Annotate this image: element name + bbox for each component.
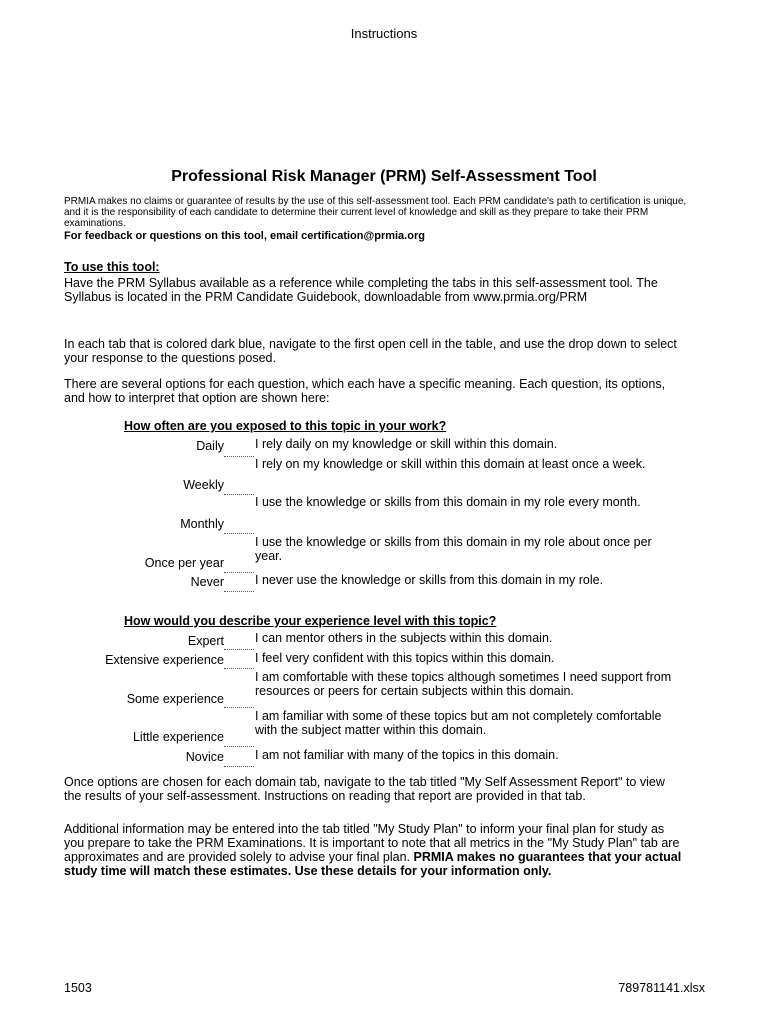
- exposure-cell-once-per-year[interactable]: [224, 572, 254, 573]
- navigation-paragraph: In each tab that is colored dark blue, navigate to the first open cell in the table, and use the drop down to select your response to the questions posed.: [64, 337, 677, 365]
- exposure-cell-monthly[interactable]: [224, 533, 254, 534]
- exposure-cell-weekly[interactable]: [224, 494, 254, 495]
- exposure-question-heading: How often are you exposed to this topic in your work?: [124, 419, 447, 433]
- exposure-desc-once-per-year: I use the knowledge or skills from this domain in my role about once per year.: [255, 535, 652, 563]
- footer-page-code: 1503: [64, 981, 92, 995]
- study-plan-paragraph: [64, 822, 684, 878]
- experience-label-expert: Expert: [187, 634, 224, 648]
- exposure-label-once-per-year: Once per year: [144, 556, 224, 570]
- exposure-label-daily: Daily: [196, 439, 224, 453]
- experience-cell-extensive[interactable]: [224, 668, 254, 669]
- page-title: Professional Risk Manager (PRM) Self-Assessment Tool: [171, 168, 597, 185]
- experience-label-extensive: Extensive experience: [105, 653, 224, 667]
- experience-cell-little[interactable]: [224, 746, 254, 747]
- footer-filename: 789781141.xlsx: [618, 981, 705, 995]
- study-plan-warning: PRMIA makes no guarantees that your actual study time will match these estimates. Use these details for your information only.: [64, 850, 682, 878]
- experience-desc-novice: I am not familiar with many of the topics in this domain.: [255, 748, 559, 762]
- exposure-label-monthly: Monthly: [180, 517, 224, 531]
- exposure-desc-weekly: I rely on my knowledge or skill within this domain at least once a week.: [255, 457, 646, 471]
- report-paragraph: Once options are chosen for each domain tab, navigate to the tab titled "My Self Assessment Report" to view the results of your self-assessment. Instructions on reading that report are provided in that tab.: [64, 775, 665, 803]
- exposure-desc-daily: I rely daily on my knowledge or skill within this domain.: [255, 437, 558, 451]
- experience-label-little: Little experience: [132, 730, 224, 744]
- exposure-cell-never[interactable]: [224, 591, 254, 592]
- experience-question-heading: How would you describe your experience level with this topic?: [124, 614, 497, 628]
- exposure-cell-daily[interactable]: [224, 456, 254, 457]
- exposure-label-never: Never: [190, 575, 224, 589]
- experience-cell-expert[interactable]: [224, 649, 254, 650]
- options-paragraph: There are several options for each question, which each have a specific meaning. Each question, its options, and how to interpret that option are shown here:: [64, 377, 666, 405]
- sheet-header-title: Instructions: [350, 26, 418, 41]
- study-plan-text: Additional information may be entered into the tab titled "My Study Plan" to inform your final plan for study as you prepare to take the PRM Examinations. It is important to note that all metrics in the "My Study Plan" tab are approximates and are provided solely to advise your final plan.: [64, 822, 680, 864]
- experience-desc-extensive: I feel very confident with this topics within this domain.: [255, 651, 555, 665]
- experience-desc-expert: I can mentor others in the subjects within this domain.: [255, 631, 553, 645]
- experience-cell-some[interactable]: [224, 707, 254, 708]
- disclaimer-text: PRMIA makes no claims or guarantee of results by the use of this self-assessment tool. Each PRM candidate's path to certification is unique, and it is the responsibility of each candidate to determine their current level of knowledge and skill as they prepare to take their PRM examinations.: [64, 196, 687, 229]
- syllabus-paragraph: Have the PRM Syllabus available as a reference while completing the tabs in this self-assessment tool. The Syllabus is located in the PRM Candidate Guidebook, downloadable from www.prmia.org/PRM: [64, 276, 658, 304]
- experience-desc-some: I am comfortable with these topics although sometimes I need support from resources or peers for certain subjects within this domain.: [255, 670, 672, 698]
- to-use-heading: To use this tool:: [64, 260, 160, 274]
- experience-label-some: Some experience: [126, 692, 224, 706]
- experience-label-novice: Novice: [185, 750, 224, 764]
- experience-desc-little: I am familiar with some of these topics but am not completely comfortable with the subject matter within this domain.: [255, 709, 662, 737]
- feedback-note: For feedback or questions on this tool, email certification@prmia.org: [64, 230, 425, 242]
- exposure-desc-never: I never use the knowledge or skills from this domain in my role.: [255, 573, 604, 587]
- experience-cell-novice[interactable]: [224, 766, 254, 767]
- exposure-desc-monthly: I use the knowledge or skills from this domain in my role every month.: [255, 495, 641, 509]
- exposure-label-weekly: Weekly: [183, 478, 224, 492]
